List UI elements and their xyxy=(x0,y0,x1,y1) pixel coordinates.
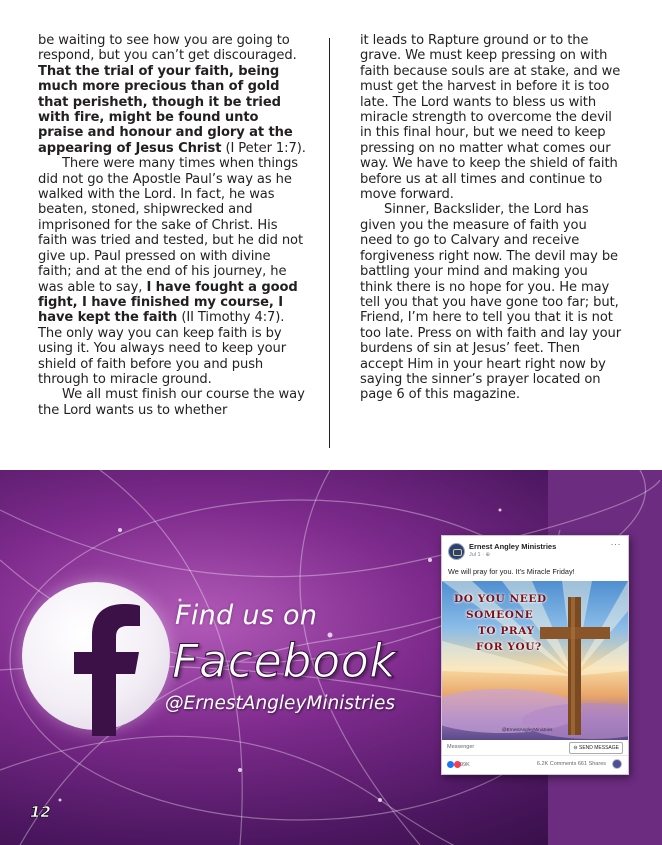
image-credit: @ErnestAngleyMinistries xyxy=(502,727,553,732)
scripture-reference: (I Peter 1:7). xyxy=(221,140,306,156)
more-options-icon: ··· xyxy=(610,539,621,549)
reactions-count: 99K xyxy=(460,761,470,768)
send-message-button[interactable]: ⊖ SEND MESSAGE xyxy=(569,742,623,754)
ad-line-1: DO YOU NEED xyxy=(454,593,547,605)
ad-line-2: SOMEONE xyxy=(466,609,534,621)
messenger-label: Messenger xyxy=(447,744,475,750)
page-avatar xyxy=(448,543,465,560)
post-page-name: Ernest Angley Ministries xyxy=(469,542,557,551)
post-stats: 6.2K Comments 661 Shares xyxy=(536,761,606,767)
globe-icon xyxy=(612,759,622,769)
article-column-left xyxy=(38,33,306,418)
article-paragraph: Sinner, Backslider, the Lord has given you the measure of faith you need to go to Calvary and receive forgiveness right now. The devil may be battling your mind and making you think there is no hope for you. He may tell you that you have gone too far; but, Friend, I’m here to tell you that it is not too late. Press on with faith and lay your burdens of sin at Jesus’ feet. Then accept Him in your heart right now by saying the sinner’s prayer located on page 6 of this magazine. xyxy=(360,202,622,403)
facebook-promo-banner xyxy=(0,470,662,845)
ad-line-4: FOR YOU? xyxy=(476,641,542,653)
article-paragraph: There were many times when things did not go the Apostle Paul’s way as he walked with the Lord. In fact, he was beaten, stoned, shipwrecked and imprisoned for the sake of Christ. His faith was tried and tested, but he did not give up. Paul pressed on with divine faith; and at the end of his journey, he was able to say, I have fought a good fight, I have finished my course, I have kept the faith (II Timothy 4:7). The only way you can keep faith is by using it. You always need to keep your shield of faith before you and push through to miracle ground. xyxy=(38,156,303,387)
post-image xyxy=(442,581,628,740)
scripture-reference: (II Timothy 4:7). The only way you can keep faith is by using it. You always need to keep your shield of faith before you and push through to miracle ground. xyxy=(38,310,287,387)
facebook-handle[interactable]: @ErnestAngleyMinistries xyxy=(165,693,396,714)
facebook-logo[interactable] xyxy=(22,582,170,730)
scripture-quote: I have fought a good fight, I have finished my course, I have kept the faith xyxy=(38,279,298,326)
facebook-post-screenshot xyxy=(441,535,629,775)
scripture-quote: That the trial of your faith, being much more precious than of gold that perisheth, though it be tried with fire, might be found unto praise and honour and glory at the appearing of Jesus Christ xyxy=(38,63,293,156)
article-paragraph: be waiting to see how you are going to respond, but you can’t get discouraged. That the trial of your faith, being much more precious than of gold that perisheth, though it be tried with fire, might be found unto praise and honour and glory at the appearing of Jesus Christ (I Peter 1:7). xyxy=(38,33,306,156)
page-number: 12 xyxy=(30,803,51,821)
facebook-wordmark: Facebook xyxy=(172,634,397,688)
article-column-right xyxy=(360,33,622,403)
find-us-label: Find us on xyxy=(175,600,318,631)
facebook-f-icon xyxy=(62,596,142,736)
column-divider xyxy=(329,38,330,448)
article-paragraph: it leads to Rapture ground or to the grave. We must keep pressing on with faith because souls are at stake, and we must get the harvest in before it is too late. The Lord wants to bless us with miracle strength to overcome the devil in this final hour, but we need to keep pressing on no matter what comes our way. We have to keep the shield of faith before us at all times and continue to move forward. xyxy=(360,33,621,203)
post-message: We will pray for you. It’s Miracle Friday! xyxy=(448,567,575,576)
ad-line-3: TO PRAY xyxy=(478,625,535,637)
like-icon xyxy=(447,761,454,768)
post-date: Jul 1 · ⊕ xyxy=(469,552,491,558)
article-paragraph: We all must finish our course the way the Lord wants us to whether xyxy=(38,387,305,418)
post-action-bar xyxy=(442,740,628,756)
reactions xyxy=(447,761,470,768)
